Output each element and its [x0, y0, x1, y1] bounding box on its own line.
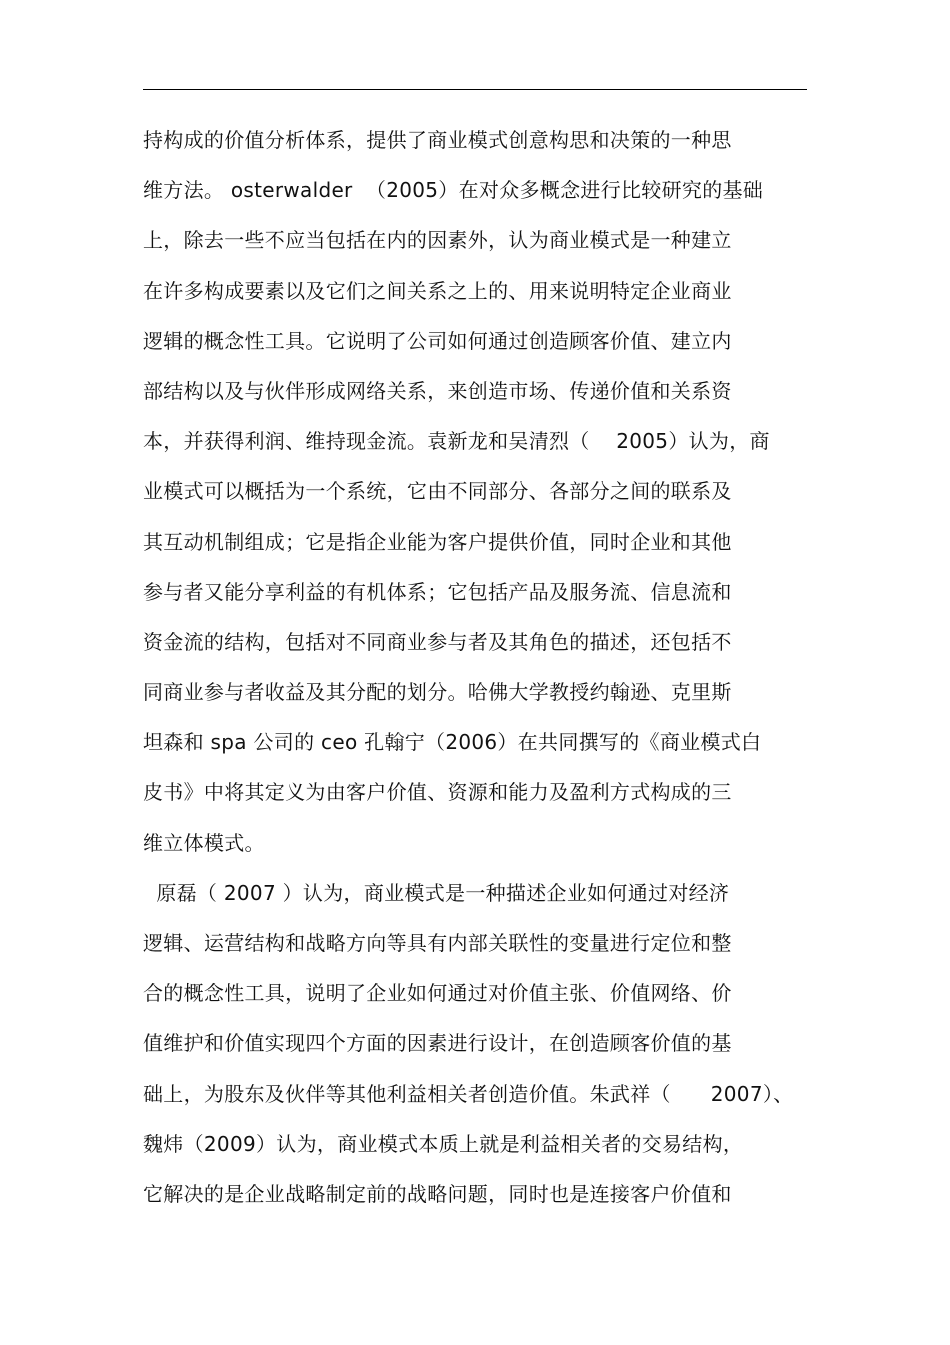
text-line: 逻辑、运营结构和战略方向等具有内部关联性的变量进行定位和整 — [143, 931, 732, 955]
text-line: 维立体模式。 — [143, 830, 265, 855]
text-line: 皮书》中将其定义为由客户价值、资源和能力及盈利方式构成的三 — [143, 780, 732, 805]
text-line: 本，并获得利润、维持现金流。袁新龙和吴清烈（ 2005）认为，商 — [143, 429, 770, 454]
text-line: 合的概念性工具，说明了企业如何通过对价值主张、价值网络、价 — [143, 981, 732, 1006]
text-line: 础上，为股东及伙伴等其他利益相关者创造价值。朱武祥（ 2007）、 — [143, 1081, 794, 1106]
text-line: 值维护和价值实现四个方面的因素进行设计，在创造顾客价值的基 — [143, 1031, 732, 1056]
body-text — [143, 124, 807, 1228]
text-line: 维方法。 osterwalder （2005）在对众多概念进行比较研究的基础 — [143, 178, 764, 203]
header-rule — [143, 89, 807, 90]
text-line: 魏炜（2009）认为，商业模式本质上就是利益相关者的交易结构， — [143, 1131, 744, 1156]
text-line: 其互动机制组成；它是指企业能为客户提供价值，同时企业和其他 — [143, 529, 732, 554]
text-line: 在许多构成要素以及它们之间关系之上的、用来说明特定企业商业 — [143, 278, 732, 303]
text-line: 它解决的是企业战略制定前的战略问题，同时也是连接客户价值和 — [143, 1181, 732, 1206]
text-line: 资金流的结构，包括对不同商业参与者及其角色的描述，还包括不 — [143, 629, 732, 654]
text-line: 上，除去一些不应当包括在内的因素外，认为商业模式是一种建立 — [143, 228, 732, 253]
text-line: 持构成的价值分析体系，提供了商业模式创意构思和决策的一种思 — [143, 128, 732, 152]
text-line: 业模式可以概括为一个系统，它由不同部分、各部分之间的联系及 — [143, 479, 732, 504]
text-line: 逻辑的概念性工具。它说明了公司如何通过创造顾客价值、建立内 — [143, 328, 732, 353]
text-line: 原磊（ 2007 ）认为，商业模式是一种描述企业如何通过对经济 — [143, 880, 730, 905]
text-line: 同商业参与者收益及其分配的划分。哈佛大学教授约翰逊、克里斯 — [143, 680, 732, 705]
text-line: 部结构以及与伙伴形成网络关系，来创造市场、传递价值和关系资 — [143, 378, 732, 403]
text-line: 坦森和 spa 公司的 ceo 孔翰宁（2006）在共同撰写的《商业模式白 — [143, 730, 762, 755]
text-line: 参与者又能分享利益的有机体系；它包括产品及服务流、信息流和 — [143, 579, 732, 604]
